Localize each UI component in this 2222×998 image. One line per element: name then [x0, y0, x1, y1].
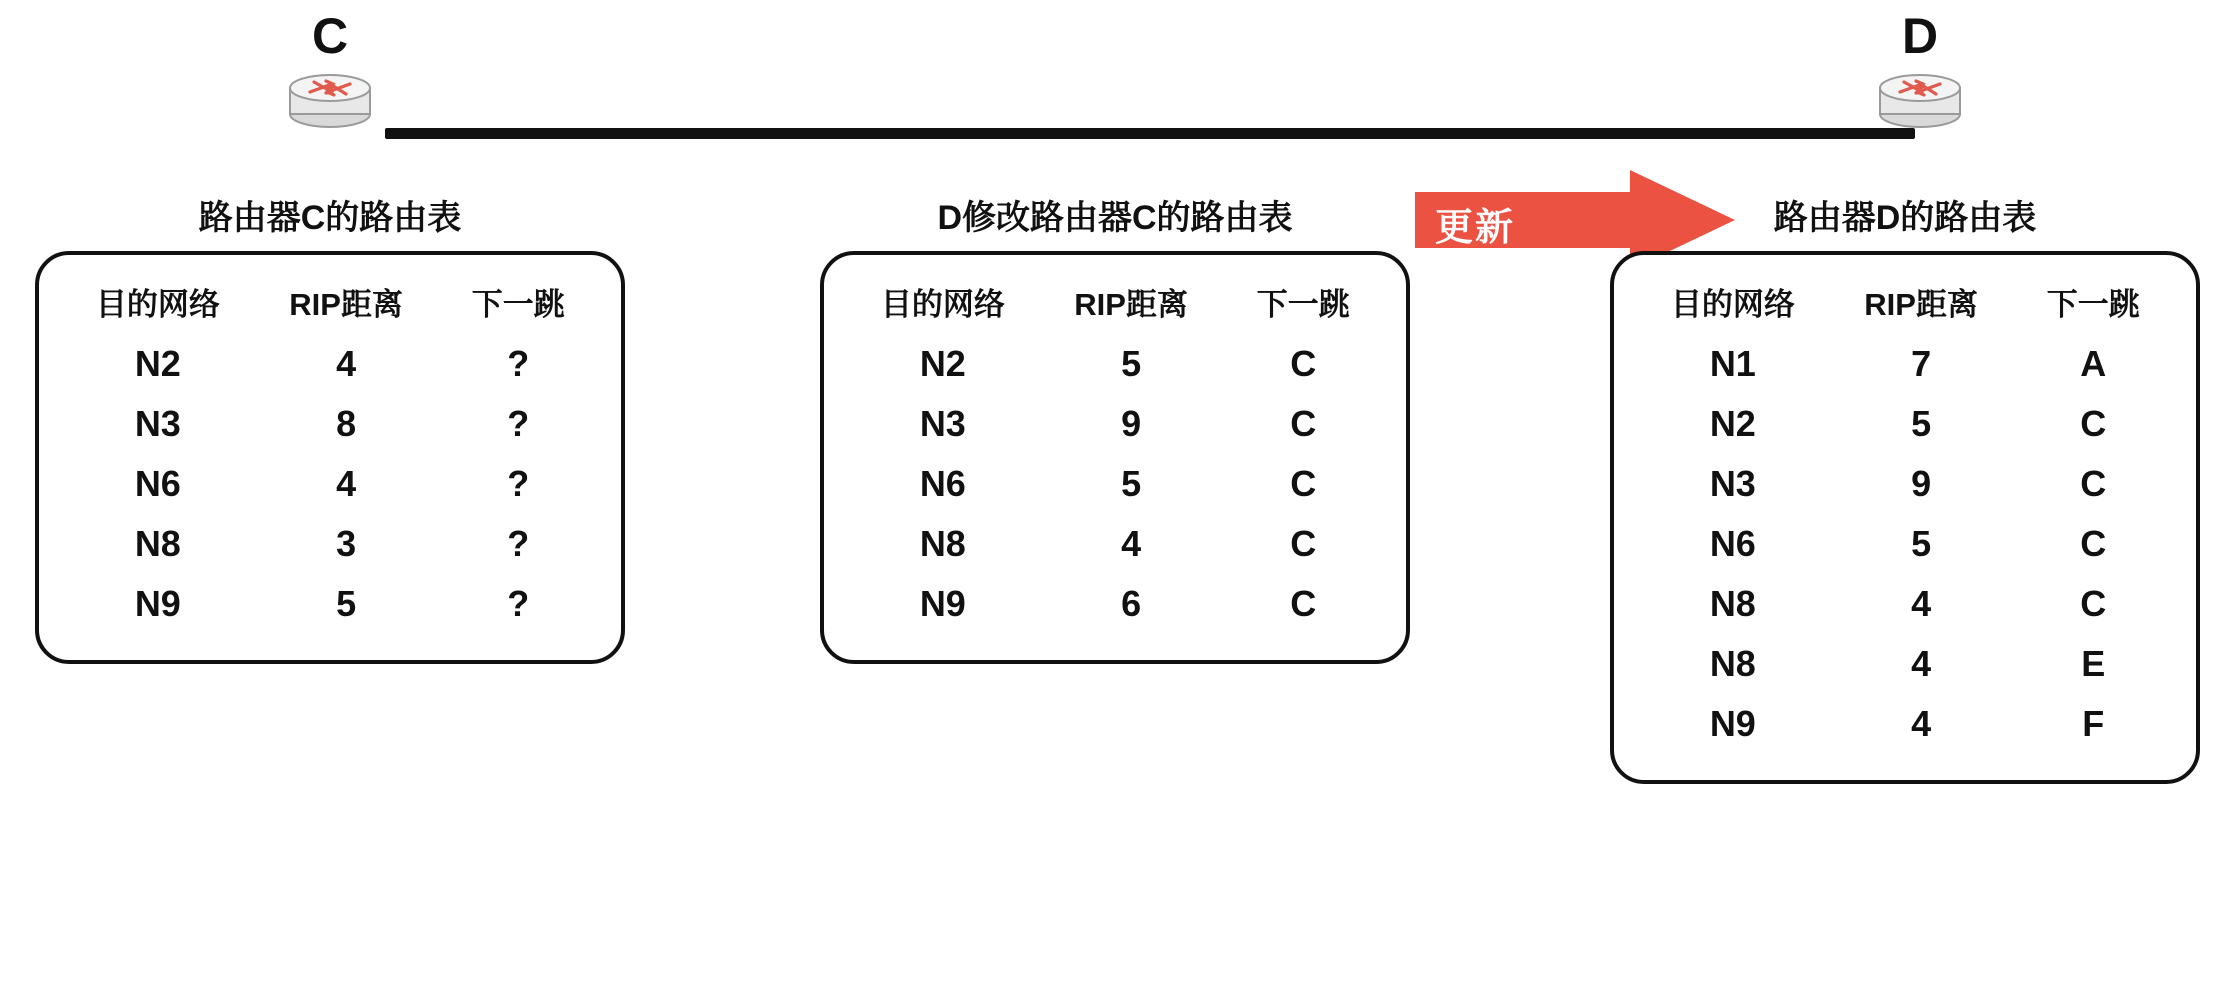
cell-nexthop: E: [2081, 643, 2106, 684]
table-box: [820, 251, 1410, 664]
column-header-network: 目的网络: [95, 287, 220, 322]
cell-network: N3: [1709, 463, 1756, 504]
table-row: [61, 514, 599, 574]
cell-network: N8: [134, 523, 181, 564]
update-arrow-label: 更新: [1435, 207, 1516, 249]
table-row: [846, 454, 1384, 514]
cell-nexthop: ?: [507, 403, 530, 444]
cell-distance: 7: [1911, 343, 1932, 384]
router-node-d: [1855, 10, 1985, 130]
cell-nexthop: ?: [507, 343, 530, 384]
router-c-label: C: [311, 8, 349, 64]
cell-nexthop: ?: [507, 583, 530, 624]
table-header-row: [61, 273, 599, 334]
table-row: [1636, 334, 2174, 394]
table-row: [61, 574, 599, 634]
table-title: 路由器D的路由表: [1773, 199, 2037, 237]
cell-distance: 3: [336, 523, 357, 564]
column-header-distance: RIP距离: [1864, 287, 1978, 322]
cell-network: N9: [919, 583, 966, 624]
cell-network: N9: [1709, 703, 1756, 744]
table-row: [1636, 514, 2174, 574]
cell-distance: 4: [1911, 703, 1932, 744]
cell-nexthop: C: [1290, 583, 1317, 624]
cell-distance: 6: [1121, 583, 1142, 624]
column-header-distance: RIP距离: [1074, 287, 1188, 322]
cell-network: N9: [134, 583, 181, 624]
cell-nexthop: C: [2080, 523, 2107, 564]
cell-network: N6: [919, 463, 966, 504]
cell-network: N3: [134, 403, 181, 444]
cell-distance: 8: [336, 403, 357, 444]
table-header-row: [1636, 273, 2174, 334]
cell-nexthop: ?: [507, 463, 530, 504]
cell-nexthop: C: [1290, 343, 1317, 384]
cell-nexthop: C: [1290, 523, 1317, 564]
router-d-label: D: [1901, 8, 1939, 64]
cell-network: N3: [919, 403, 966, 444]
table-title: 路由器C的路由表: [198, 199, 462, 237]
cell-distance: 9: [1121, 403, 1142, 444]
routing-table-d: [1610, 190, 2200, 784]
cell-distance: 4: [1911, 643, 1932, 684]
column-header-network: 目的网络: [880, 287, 1005, 322]
cell-network: N8: [919, 523, 966, 564]
table-row: [1636, 574, 2174, 634]
cell-nexthop: C: [2080, 583, 2107, 624]
table-row: [846, 394, 1384, 454]
router-node-c: [265, 10, 395, 130]
routing-table-modified: [820, 190, 1410, 664]
column-header-distance: RIP距离: [289, 287, 403, 322]
cell-distance: 5: [1121, 343, 1142, 384]
cell-distance: 4: [336, 463, 357, 504]
cell-nexthop: A: [2080, 343, 2107, 384]
table-row: [61, 334, 599, 394]
table-row: [61, 454, 599, 514]
table-box: [35, 251, 625, 664]
cell-network: N1: [1709, 343, 1756, 384]
table-row: [61, 394, 599, 454]
link-line-c-d: [385, 128, 1915, 139]
table-row: [1636, 694, 2174, 754]
router-icon: [280, 68, 380, 130]
table-title: D修改路由器C的路由表: [937, 199, 1293, 237]
cell-nexthop: C: [1290, 403, 1317, 444]
cell-distance: 9: [1911, 463, 1932, 504]
cell-network: N6: [134, 463, 181, 504]
cell-distance: 4: [1121, 523, 1142, 564]
routing-table: [1636, 273, 2174, 754]
cell-distance: 5: [1121, 463, 1142, 504]
column-header-nexthop: 下一跳: [471, 287, 565, 322]
cell-nexthop: C: [2080, 463, 2107, 504]
cell-network: N8: [1709, 643, 1756, 684]
cell-network: N6: [1709, 523, 1756, 564]
cell-distance: 5: [1911, 523, 1932, 564]
column-header-nexthop: 下一跳: [1256, 287, 1350, 322]
routing-table-c: [35, 190, 625, 664]
cell-distance: 4: [336, 343, 357, 384]
table-box: [1610, 251, 2200, 784]
table-row: [846, 574, 1384, 634]
cell-network: N2: [134, 343, 181, 384]
cell-nexthop: C: [2080, 403, 2107, 444]
column-header-network: 目的网络: [1670, 287, 1795, 322]
table-row: [1636, 394, 2174, 454]
cell-nexthop: ?: [507, 523, 530, 564]
router-icon: [1870, 68, 1970, 130]
routing-table: [846, 273, 1384, 634]
cell-distance: 5: [1911, 403, 1932, 444]
cell-network: N8: [1709, 583, 1756, 624]
table-header-row: [846, 273, 1384, 334]
table-row: [1636, 454, 2174, 514]
cell-network: N2: [919, 343, 966, 384]
table-row: [846, 334, 1384, 394]
table-row: [846, 514, 1384, 574]
routing-table: [61, 273, 599, 634]
column-header-nexthop: 下一跳: [2046, 287, 2140, 322]
cell-nexthop: F: [2082, 703, 2105, 744]
cell-distance: 4: [1911, 583, 1932, 624]
cell-nexthop: C: [1290, 463, 1317, 504]
cell-distance: 5: [336, 583, 357, 624]
table-row: [1636, 634, 2174, 694]
cell-network: N2: [1709, 403, 1756, 444]
